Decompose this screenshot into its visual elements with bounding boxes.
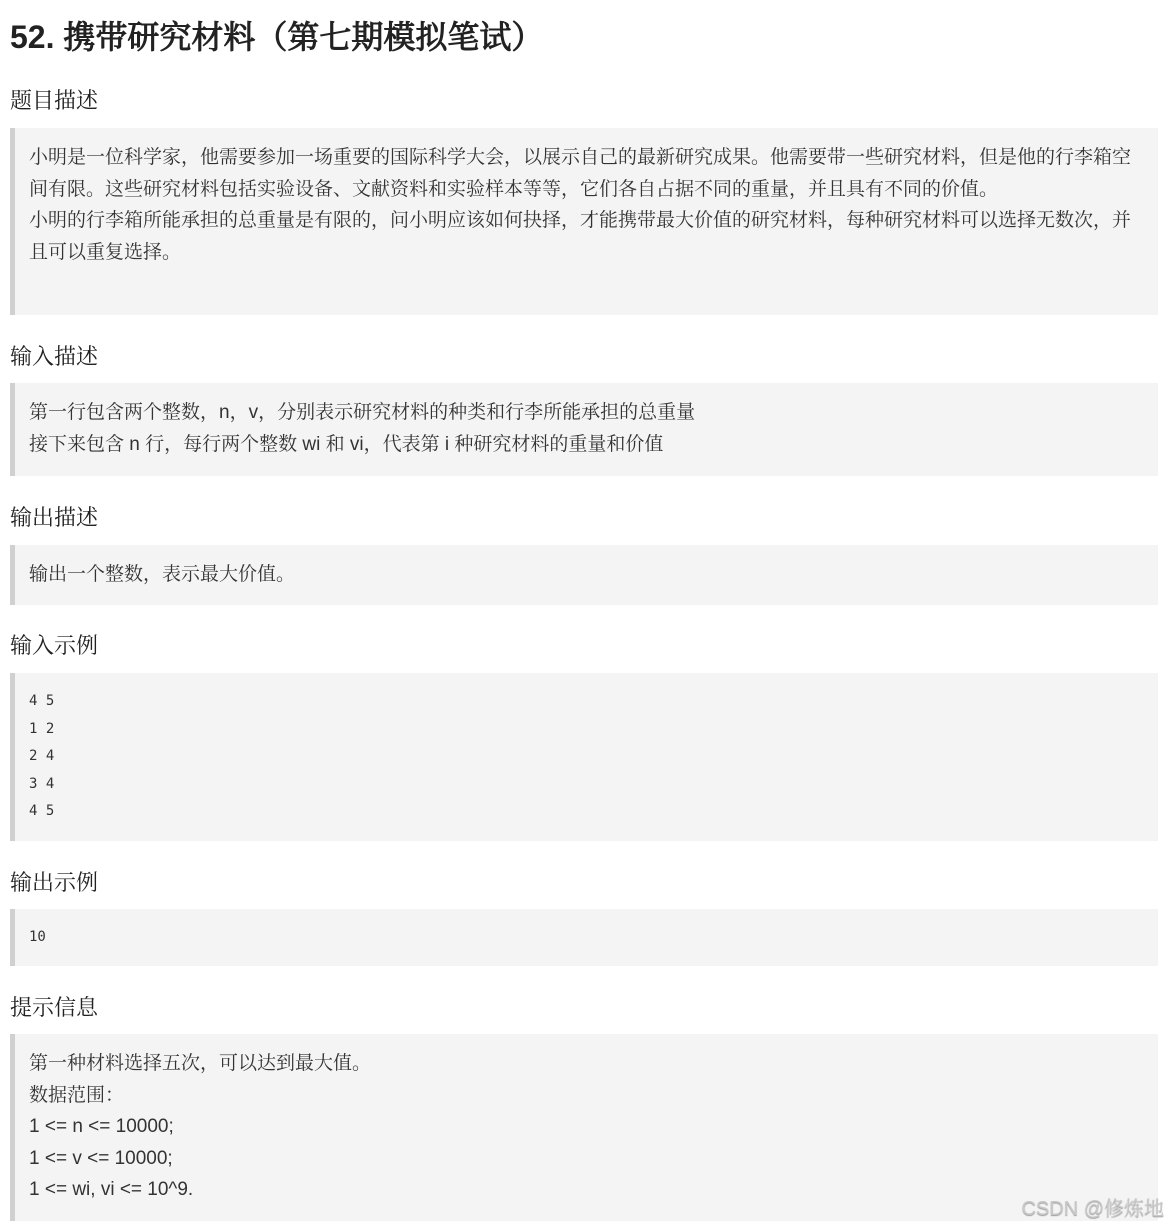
input-line: 第一行包含两个整数，n，v，分别表示研究材料的种类和行李所能承担的总重量 xyxy=(29,402,696,423)
description-block xyxy=(10,128,1158,315)
watermark: CSDN @修炼地 xyxy=(1021,1198,1164,1220)
hint-line: 1 <= wi, vi <= 10^9. xyxy=(29,1179,194,1200)
page-title: 52. 携带研究材料（第七期模拟笔试） xyxy=(10,19,544,55)
output-description-block xyxy=(10,545,1158,605)
code-line: 4 5 xyxy=(29,803,55,819)
output-line: 输出一个整数，表示最大价值。 xyxy=(29,564,296,585)
hint-line: 数据范围： xyxy=(29,1084,125,1106)
hint-block xyxy=(10,1034,1158,1221)
hint-line: 第一种材料选择五次，可以达到最大值。 xyxy=(29,1053,372,1074)
input-description-block xyxy=(10,383,1158,476)
description-paragraph: 小明的行李箱所能承担的总重量是有限的，问小明应该如何抉择，才能携带最大价值的研究材料，每种研究材料可以选择无数次，并且可以重复选择。 xyxy=(29,210,1132,263)
heading-output: 输出描述 xyxy=(10,505,99,530)
code-line: 4 5 xyxy=(29,693,55,709)
code-line: 1 2 xyxy=(29,720,55,737)
heading-input-example: 输入示例 xyxy=(10,633,99,658)
hint-line: 1 <= v <= 10000; xyxy=(29,1147,173,1169)
output-example-code xyxy=(10,909,1158,966)
hint-line: 1 <= n <= 10000; xyxy=(29,1116,174,1137)
heading-input: 输入描述 xyxy=(10,344,99,369)
heading-description: 题目描述 xyxy=(10,88,99,113)
code-line: 3 4 xyxy=(29,775,55,792)
input-example-code xyxy=(10,673,1158,841)
heading-output-example: 输出示例 xyxy=(10,870,99,895)
description-paragraph: 小明是一位科学家，他需要参加一场重要的国际科学大会，以展示自己的最新研究成果。他需要带一些研究材料，但是他的行李箱空间有限。这些研究材料包括实验设备、文献资料和实验样本等等，它们各自占据不同的重量，并且具有不同的价值。 xyxy=(29,147,1132,200)
code-line: 2 4 xyxy=(29,748,55,764)
heading-hint: 提示信息 xyxy=(10,995,99,1020)
code-line: 10 xyxy=(29,929,46,945)
input-line: 接下来包含 n 行，每行两个整数 wi 和 vi，代表第 i 种研究材料的重量和价值 xyxy=(29,433,664,455)
